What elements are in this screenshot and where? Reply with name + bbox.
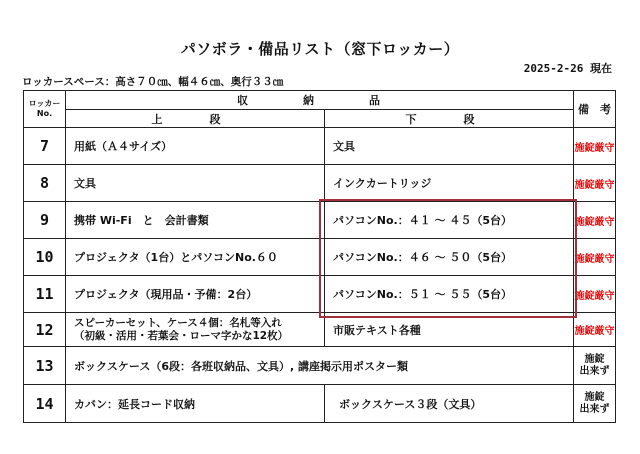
table-row: [24, 202, 616, 239]
lower-shelf-cell: ボックスケース３段（文具）: [325, 385, 574, 423]
note-line: 出来ず: [579, 365, 610, 377]
note-cell: 施錠厳守: [574, 128, 616, 165]
table-row: [24, 347, 616, 385]
note-cell: 施錠厳守: [574, 202, 616, 239]
locker-number: 10: [24, 239, 66, 276]
upper-shelf-cell: カバン：延長コード収納: [66, 385, 325, 423]
as-of-date: 2025-2-26 現在: [523, 62, 612, 75]
note-cell: 施錠厳守: [574, 239, 616, 276]
upper-shelf-line: （初級・活用・若葉会・ローマ字かな12枚）: [74, 329, 289, 342]
note-line: 施錠: [584, 353, 605, 365]
header-lower-shelf: 下 段: [325, 110, 574, 128]
document-title: パソボラ・備品リスト（窓下ロッカー）: [180, 40, 460, 58]
table-row: [24, 276, 616, 313]
note-cell: [574, 347, 616, 385]
locker-number: 13: [24, 347, 66, 385]
lower-shelf-cell: 文具: [325, 128, 574, 165]
table-row: [24, 313, 616, 347]
equipment-table: [23, 90, 616, 423]
locker-number: 9: [24, 202, 66, 239]
locker-number: 8: [24, 165, 66, 202]
lower-shelf-cell: インクカートリッジ: [325, 165, 574, 202]
locker-number: 12: [24, 313, 66, 347]
locker-dimensions: ロッカースペース：高さ７０㎝、幅４６㎝、奥行３３㎝: [22, 76, 284, 88]
table-row: [24, 128, 616, 165]
upper-shelf-cell: 携帯 Wi-Fi と 会計書類: [66, 202, 325, 239]
lower-shelf-cell: パソコンNo.：４６ ～ ５０（5台）: [325, 239, 574, 276]
note-cell: 施錠厳守: [574, 313, 616, 347]
table-row: [24, 385, 616, 423]
note-line: 施錠: [584, 391, 605, 403]
upper-shelf-cell: 文具: [66, 165, 325, 202]
lower-shelf-cell: パソコンNo.：５１ ～ ５５（5台）: [325, 276, 574, 313]
table-row: [24, 165, 616, 202]
upper-shelf-cell: プロジェクタ（現用品・予備：2台）: [66, 276, 325, 313]
header-notes: 備 考: [574, 91, 616, 128]
merged-shelf-cell: ボックスケース（6段：各班収納品、文具）, 講座掲示用ポスター類: [66, 347, 574, 385]
note-cell: [574, 385, 616, 423]
upper-shelf-line: スピーカーセット、ケース４個：名札等入れ: [74, 316, 282, 329]
locker-number: 11: [24, 276, 66, 313]
note-line: 出来ず: [579, 403, 610, 415]
upper-shelf-cell: [66, 313, 325, 347]
header-locker-no: ロッカー No.: [24, 91, 66, 128]
table-row: [24, 239, 616, 276]
locker-number: 14: [24, 385, 66, 423]
lower-shelf-cell: パソコンNo.：４１ ～ ４５（5台）: [325, 202, 574, 239]
upper-shelf-cell: 用紙（Ａ４サイズ）: [66, 128, 325, 165]
note-cell: 施錠厳守: [574, 165, 616, 202]
locker-number: 7: [24, 128, 66, 165]
header-upper-shelf: 上 段: [66, 110, 325, 128]
note-cell: 施錠厳守: [574, 276, 616, 313]
header-storage: 収 納 品: [66, 91, 574, 110]
lower-shelf-cell: 市販テキスト各種: [325, 313, 574, 347]
upper-shelf-cell: プロジェクタ（1台）とパソコンNo.６０: [66, 239, 325, 276]
